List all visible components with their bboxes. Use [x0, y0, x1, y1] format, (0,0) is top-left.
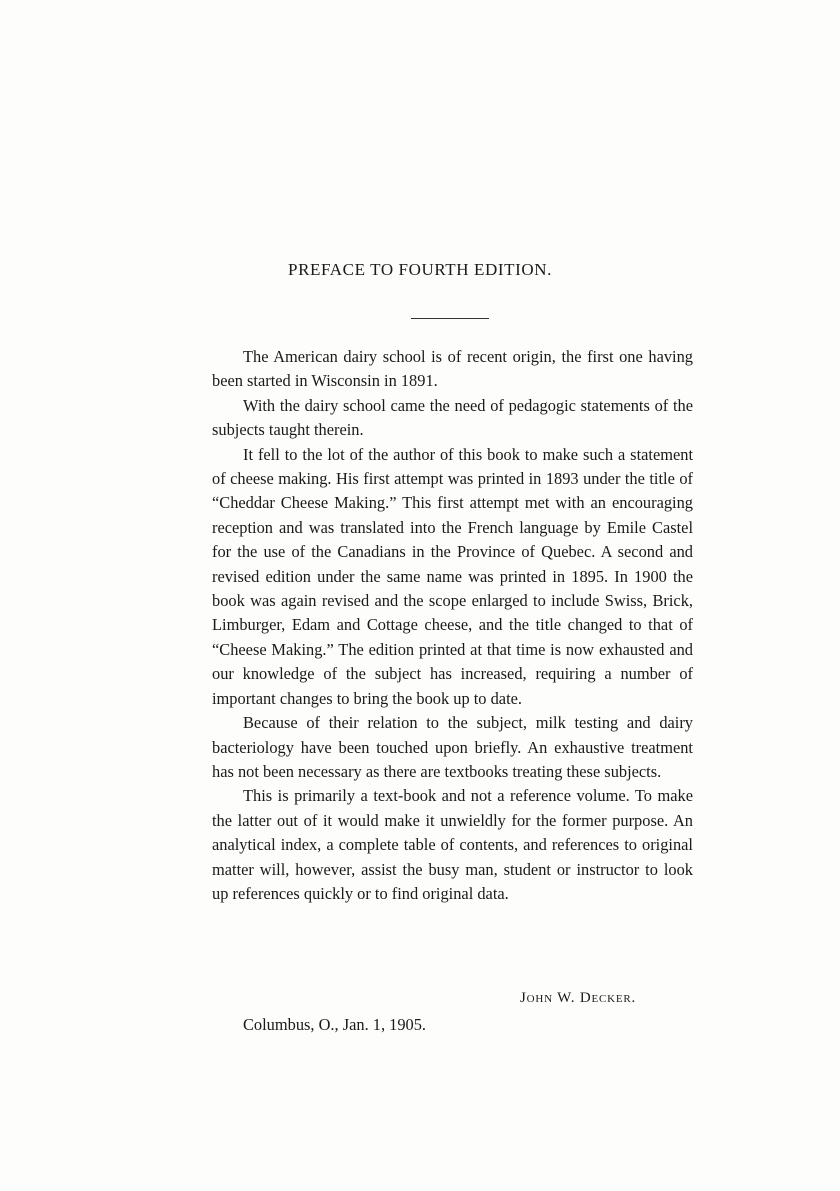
paragraph-1: The American dairy school is of recent origin, the first one having been started in Wisconsin in 1891.: [212, 347, 693, 391]
title-divider: [411, 318, 489, 319]
dateline: Columbus, O., Jan. 1, 1905.: [243, 1015, 427, 1034]
paragraph-2: With the dairy school came the need of pedagogic statements of the subjects taught therein.: [212, 395, 693, 440]
preface-body: [212, 345, 693, 906]
author-signature: John W. Decker.: [520, 990, 637, 1006]
paragraph-4: Because of their relation to the subject, milk testing and dairy bacteriology have been touched upon briefly. An exhaustive treatment has not been necessary as there are textbooks treating these subjects.: [212, 713, 693, 781]
paragraph-5: This is primarily a text-book and not a reference volume. To make the latter out of it would make it unwieldly for the former purpose. An analytical index, a complete table of contents, and references to original matter will, however, assist the busy man, student or instructor to look up references quickly or to find original data.: [212, 786, 693, 903]
paragraph-3: It fell to the lot of the author of this book to make such a statement of cheese making. His first attempt was printed in 1893 under the title of “Cheddar Cheese Making.” This first attempt met with an encouraging reception and was translated into the French language by Emile Castel for the use of the Canadians in the Province of Quebec. A second and revised edition under the same name was printed in 1895. In 1900 the book was again revised and the scope enlarged to include Swiss, Brick, Limburger, Edam and Cottage cheese, and the title changed to that of “Cheese Making.” The edition printed at that time is now exhausted and our knowledge of the subject has increased, requiring a number of important changes to bring the book up to date.: [212, 444, 693, 708]
page-title: PREFACE TO FOURTH EDITION.: [288, 260, 552, 279]
